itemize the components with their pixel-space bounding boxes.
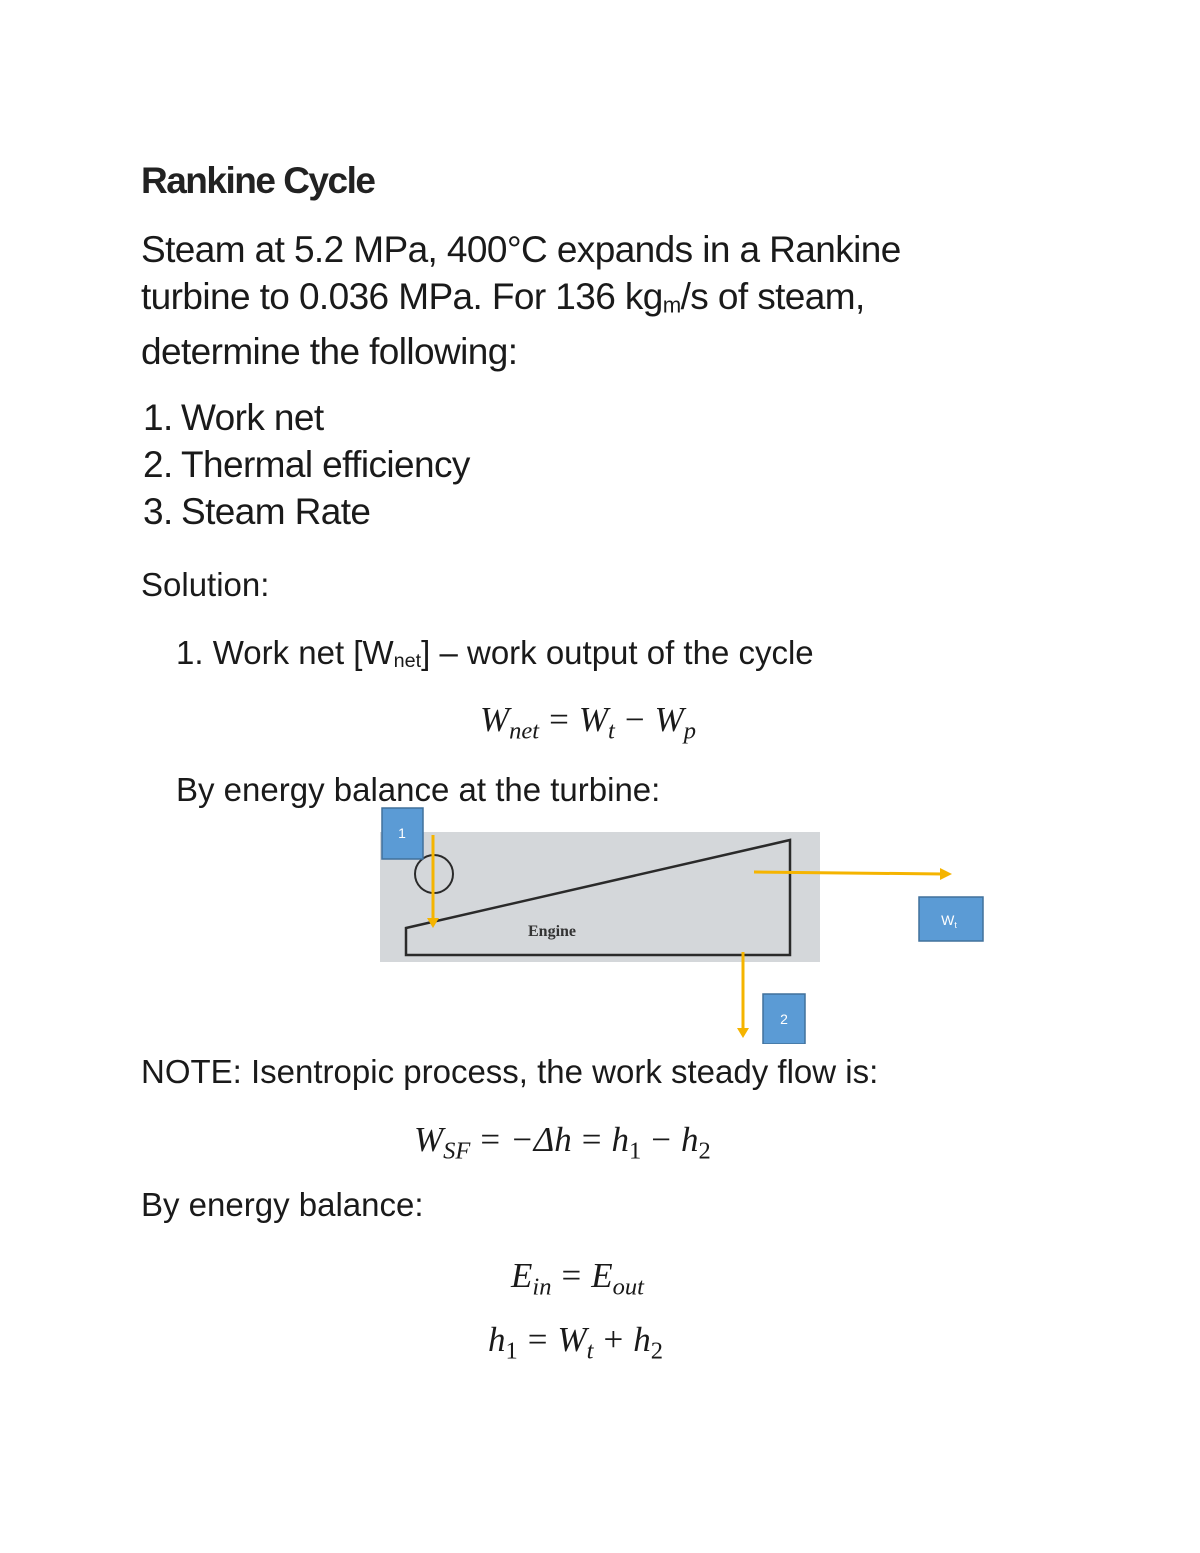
eq-symbol: h <box>633 1320 651 1359</box>
work-output-arrow <box>754 872 943 874</box>
eq-operator: = <box>480 1120 501 1159</box>
eq-symbol: E <box>511 1256 533 1295</box>
problem-statement <box>141 226 1041 375</box>
eq-subscript: t <box>608 717 615 745</box>
problem-line-2-a: turbine to 0.036 MPa. For 136 kg <box>141 276 663 317</box>
turbine-diagram <box>378 804 990 1044</box>
task-item <box>143 488 470 535</box>
task-label: Thermal efficiency <box>181 444 470 485</box>
step-1-prefix: 1. Work net [W <box>176 634 394 671</box>
task-item <box>143 441 470 488</box>
problem-line-2-b: /s of steam, <box>680 276 865 317</box>
task-list <box>143 394 470 535</box>
eq-subscript: 1 <box>629 1137 642 1165</box>
eq-symbol: W <box>480 700 510 739</box>
eq-symbol: W <box>557 1320 587 1359</box>
eq-subscript: SF <box>443 1137 471 1165</box>
step-1-subscript: net <box>393 649 422 672</box>
step-1-heading <box>176 634 814 673</box>
eq-subscript: 2 <box>698 1137 711 1165</box>
eq-operator: + <box>603 1320 624 1359</box>
task-number: 3. <box>143 491 173 532</box>
state-1-label: 1 <box>398 825 406 841</box>
eq-symbol: −Δh <box>510 1120 572 1159</box>
problem-line-3: determine the following: <box>141 331 518 373</box>
eq-operator: = <box>561 1256 582 1295</box>
step-1-suffix: ] – work output of the cycle <box>421 634 814 671</box>
eq-subscript: net <box>509 717 540 745</box>
eq-subscript: p <box>683 717 696 745</box>
equation-energy-balance <box>511 1256 644 1301</box>
eq-symbol: h <box>611 1120 630 1159</box>
eq-operator: − <box>651 1120 672 1159</box>
exhaust-arrowhead-icon <box>737 1028 749 1038</box>
task-item <box>143 394 470 441</box>
isentropic-note: NOTE: Isentropic process, the work steady flow is: <box>141 1053 879 1090</box>
work-arrowhead-icon <box>940 868 952 880</box>
solution-label: Solution: <box>141 566 270 603</box>
task-label: Work net <box>181 397 324 438</box>
problem-line-2 <box>141 273 1041 328</box>
eq-symbol: h <box>681 1120 699 1159</box>
eq-subscript: t <box>586 1337 594 1365</box>
eq-operator: = <box>527 1320 548 1359</box>
equation-turbine-enthalpy <box>488 1320 663 1365</box>
mass-unit-subscript: m <box>662 292 681 318</box>
engine-label: Engine <box>528 923 577 940</box>
eq-subscript: out <box>612 1273 644 1301</box>
work-turbine-label: $W_t$ <box>941 912 957 930</box>
eq-symbol: W <box>578 700 608 739</box>
eq-symbol: W <box>414 1120 444 1159</box>
state-2-label: 2 <box>780 1011 788 1027</box>
eq-operator: = <box>581 1120 602 1159</box>
equation-work-net <box>480 700 696 745</box>
eq-subscript: in <box>532 1273 552 1301</box>
eq-subscript: 2 <box>650 1337 663 1365</box>
eq-symbol: E <box>591 1256 613 1295</box>
eq-symbol: W <box>654 700 684 739</box>
eq-subscript: 1 <box>505 1337 518 1365</box>
page-title: Rankine Cycle <box>141 160 375 201</box>
energy-balance-label: By energy balance: <box>141 1186 424 1223</box>
problem-line-1: Steam at 5.2 MPa, 400°C expands in a Rankine <box>141 229 901 270</box>
turbine-photo-background <box>380 832 820 962</box>
turbine-balance-label: By energy balance at the turbine: <box>176 771 661 808</box>
eq-symbol: h <box>488 1320 506 1359</box>
task-number: 1. <box>143 397 173 438</box>
eq-operator: − <box>624 700 645 739</box>
eq-operator: = <box>549 700 569 739</box>
task-label: Steam Rate <box>181 491 371 532</box>
equation-steady-flow-work <box>414 1120 711 1165</box>
task-number: 2. <box>143 444 173 485</box>
